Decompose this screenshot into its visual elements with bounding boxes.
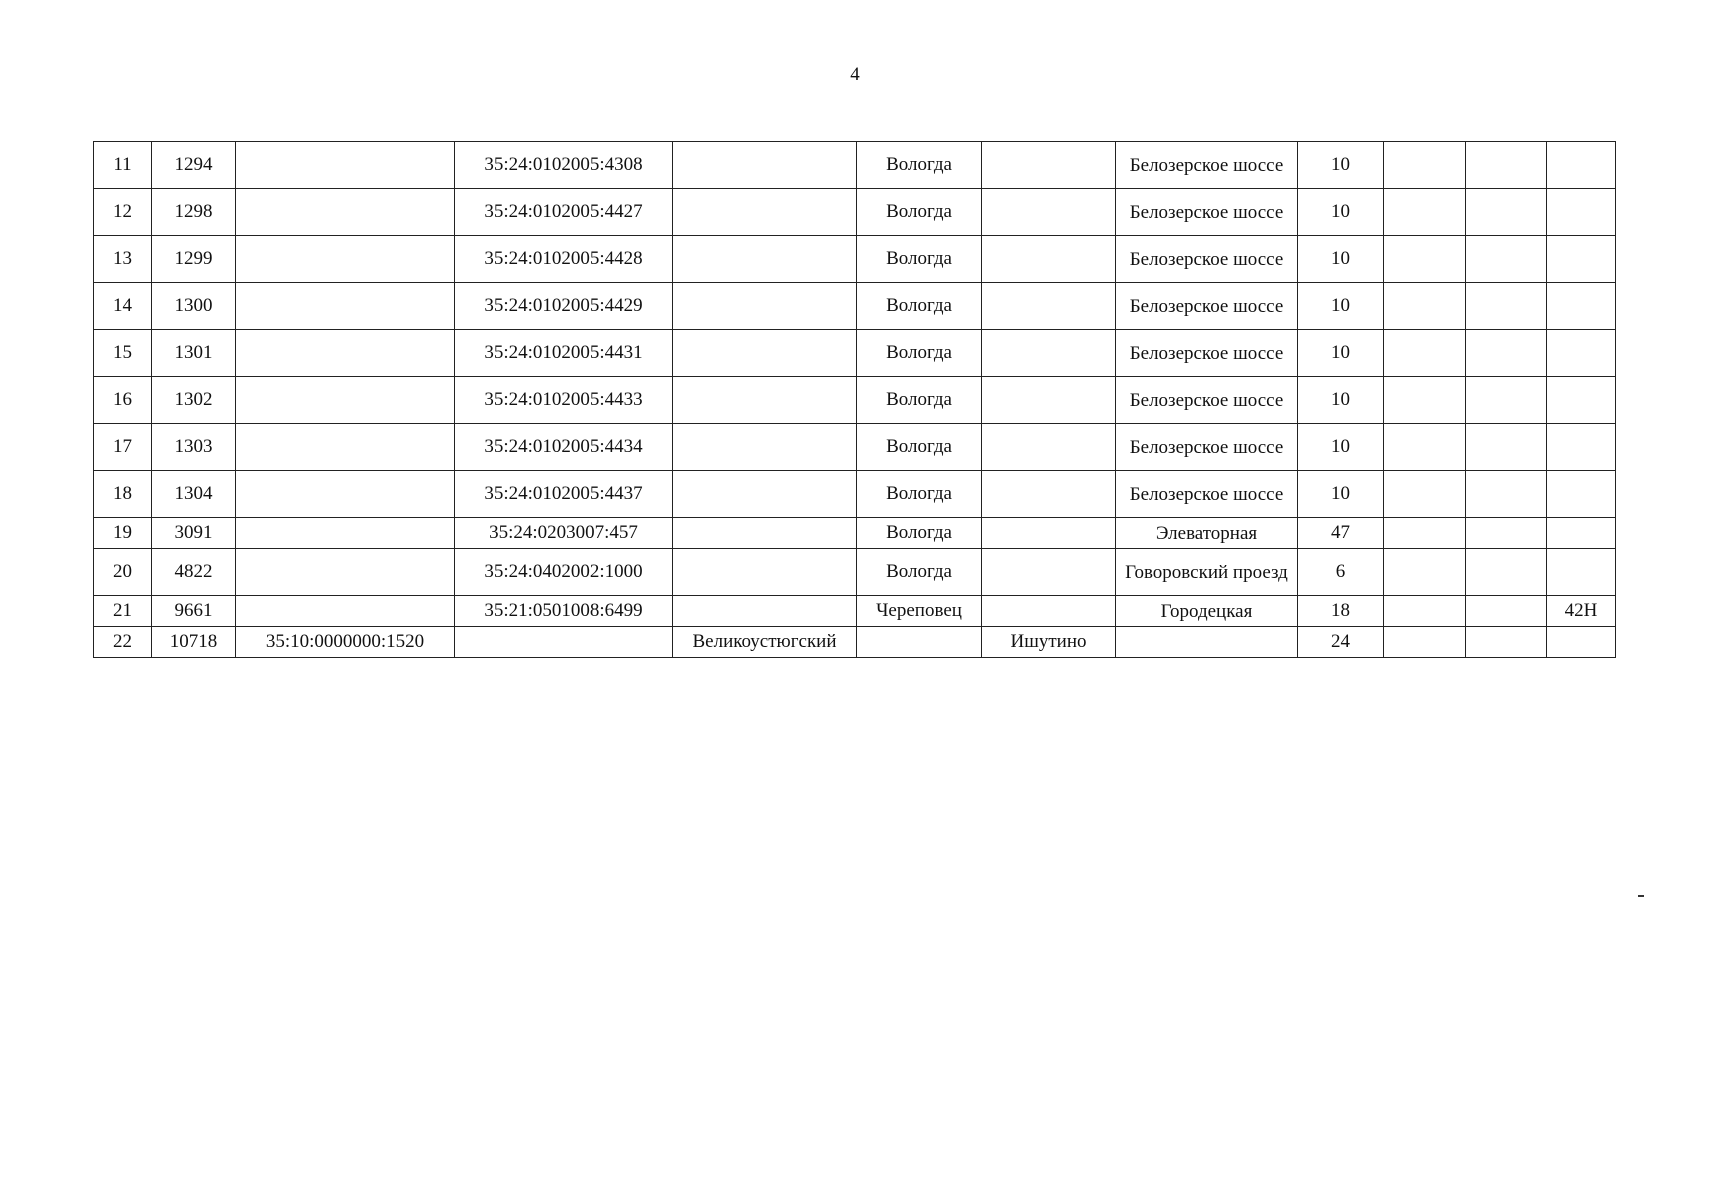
building-cell [1384,596,1466,627]
street-cell [1116,627,1298,658]
settlement-cell [982,142,1116,189]
street-cell: Белозерское шоссе [1116,189,1298,236]
city-cell [857,627,982,658]
table-row [94,189,1616,236]
building-cell [1384,549,1466,596]
record-id-cell: 1302 [152,377,236,424]
premises-cell [1547,627,1616,658]
house-number-cell: 10 [1298,471,1384,518]
record-id-cell: 1298 [152,189,236,236]
building-cell [1384,283,1466,330]
row-number-cell: 16 [94,377,152,424]
row-number-cell: 12 [94,189,152,236]
structure-cell [1466,518,1547,549]
city-cell: Вологда [857,471,982,518]
scan-mark [1638,895,1644,897]
settlement-cell [982,471,1116,518]
street-cell: Белозерское шоссе [1116,142,1298,189]
cadastral-number-b-cell: 35:24:0102005:4427 [455,189,673,236]
street-cell: Городецкая [1116,596,1298,627]
settlement-cell [982,424,1116,471]
structure-cell [1466,330,1547,377]
row-number-cell: 17 [94,424,152,471]
table-row [94,236,1616,283]
street-cell: Белозерское шоссе [1116,471,1298,518]
district-cell [673,424,857,471]
house-number-cell: 18 [1298,596,1384,627]
house-number-cell: 10 [1298,142,1384,189]
premises-cell [1547,236,1616,283]
district-cell [673,596,857,627]
cadastral-number-a-cell [236,424,455,471]
cadastral-number-b-cell: 35:24:0102005:4429 [455,283,673,330]
record-id-cell: 4822 [152,549,236,596]
street-cell: Белозерское шоссе [1116,283,1298,330]
cadastral-number-a-cell [236,549,455,596]
house-number-cell: 10 [1298,330,1384,377]
record-id-cell: 1303 [152,424,236,471]
structure-cell [1466,596,1547,627]
premises-cell [1547,189,1616,236]
record-id-cell: 1301 [152,330,236,377]
structure-cell [1466,627,1547,658]
row-number-cell: 11 [94,142,152,189]
city-cell: Вологда [857,549,982,596]
structure-cell [1466,549,1547,596]
row-number-cell: 21 [94,596,152,627]
cadastral-number-b-cell: 35:24:0102005:4433 [455,377,673,424]
table-row [94,627,1616,658]
building-cell [1384,236,1466,283]
street-cell: Белозерское шоссе [1116,377,1298,424]
premises-cell [1547,377,1616,424]
city-cell: Череповец [857,596,982,627]
district-cell [673,189,857,236]
premises-cell [1547,471,1616,518]
page-number: 4 [850,64,860,85]
cadastral-number-a-cell [236,236,455,283]
street-cell: Элеваторная [1116,518,1298,549]
district-cell [673,549,857,596]
settlement-cell [982,596,1116,627]
district-cell: Великоустюгский [673,627,857,658]
district-cell [673,330,857,377]
table-row [94,377,1616,424]
district-cell [673,471,857,518]
house-number-cell: 6 [1298,549,1384,596]
row-number-cell: 19 [94,518,152,549]
settlement-cell [982,189,1116,236]
settlement-cell [982,283,1116,330]
district-cell [673,518,857,549]
premises-cell [1547,283,1616,330]
structure-cell [1466,471,1547,518]
city-cell: Вологда [857,283,982,330]
settlement-cell [982,518,1116,549]
cadastral-number-a-cell [236,596,455,627]
settlement-cell [982,330,1116,377]
row-number-cell: 22 [94,627,152,658]
structure-cell [1466,424,1547,471]
structure-cell [1466,236,1547,283]
building-cell [1384,377,1466,424]
city-cell: Вологда [857,142,982,189]
settlement-cell: Ишутино [982,627,1116,658]
house-number-cell: 10 [1298,377,1384,424]
cadastral-number-b-cell: 35:24:0102005:4428 [455,236,673,283]
premises-cell [1547,518,1616,549]
cadastral-number-b-cell: 35:21:0501008:6499 [455,596,673,627]
building-cell [1384,627,1466,658]
building-cell [1384,330,1466,377]
cadastral-number-b-cell: 35:24:0203007:457 [455,518,673,549]
row-number-cell: 13 [94,236,152,283]
row-number-cell: 15 [94,330,152,377]
record-id-cell: 9661 [152,596,236,627]
table-body [94,142,1616,658]
premises-cell [1547,549,1616,596]
city-cell: Вологда [857,518,982,549]
cadastral-number-a-cell [236,283,455,330]
street-cell: Белозерское шоссе [1116,330,1298,377]
cadastral-number-a-cell [236,471,455,518]
table-row [94,596,1616,627]
cadastral-number-a-cell: 35:10:0000000:1520 [236,627,455,658]
district-cell [673,377,857,424]
building-cell [1384,189,1466,236]
cadastral-number-a-cell [236,330,455,377]
building-cell [1384,471,1466,518]
house-number-cell: 24 [1298,627,1384,658]
table-row [94,471,1616,518]
table-row [94,549,1616,596]
record-id-cell: 1299 [152,236,236,283]
registry-table [93,141,1616,658]
cadastral-number-a-cell [236,189,455,236]
table-row [94,424,1616,471]
settlement-cell [982,549,1116,596]
cadastral-number-b-cell: 35:24:0102005:4308 [455,142,673,189]
cadastral-number-b-cell: 35:24:0102005:4431 [455,330,673,377]
row-number-cell: 14 [94,283,152,330]
row-number-cell: 20 [94,549,152,596]
house-number-cell: 10 [1298,283,1384,330]
cadastral-number-b-cell: 35:24:0102005:4434 [455,424,673,471]
street-cell: Говоровский проезд [1116,549,1298,596]
building-cell [1384,142,1466,189]
district-cell [673,142,857,189]
record-id-cell: 1300 [152,283,236,330]
cadastral-number-b-cell: 35:24:0402002:1000 [455,549,673,596]
row-number-cell: 18 [94,471,152,518]
cadastral-number-b-cell: 35:24:0102005:4437 [455,471,673,518]
building-cell [1384,424,1466,471]
cadastral-number-a-cell [236,377,455,424]
district-cell [673,236,857,283]
structure-cell [1466,142,1547,189]
settlement-cell [982,377,1116,424]
record-id-cell: 3091 [152,518,236,549]
premises-cell [1547,330,1616,377]
city-cell: Вологда [857,330,982,377]
cadastral-number-a-cell [236,518,455,549]
record-id-cell: 1294 [152,142,236,189]
structure-cell [1466,377,1547,424]
record-id-cell: 10718 [152,627,236,658]
table-row [94,283,1616,330]
building-cell [1384,518,1466,549]
city-cell: Вологда [857,424,982,471]
city-cell: Вологда [857,189,982,236]
house-number-cell: 10 [1298,189,1384,236]
district-cell [673,283,857,330]
settlement-cell [982,236,1116,283]
table-row [94,518,1616,549]
street-cell: Белозерское шоссе [1116,236,1298,283]
premises-cell [1547,142,1616,189]
structure-cell [1466,189,1547,236]
house-number-cell: 10 [1298,236,1384,283]
cadastral-number-a-cell [236,142,455,189]
city-cell: Вологда [857,236,982,283]
structure-cell [1466,283,1547,330]
city-cell: Вологда [857,377,982,424]
table-row [94,142,1616,189]
house-number-cell: 47 [1298,518,1384,549]
premises-cell: 42Н [1547,596,1616,627]
record-id-cell: 1304 [152,471,236,518]
premises-cell [1547,424,1616,471]
house-number-cell: 10 [1298,424,1384,471]
cadastral-number-b-cell [455,627,673,658]
table-row [94,330,1616,377]
street-cell: Белозерское шоссе [1116,424,1298,471]
